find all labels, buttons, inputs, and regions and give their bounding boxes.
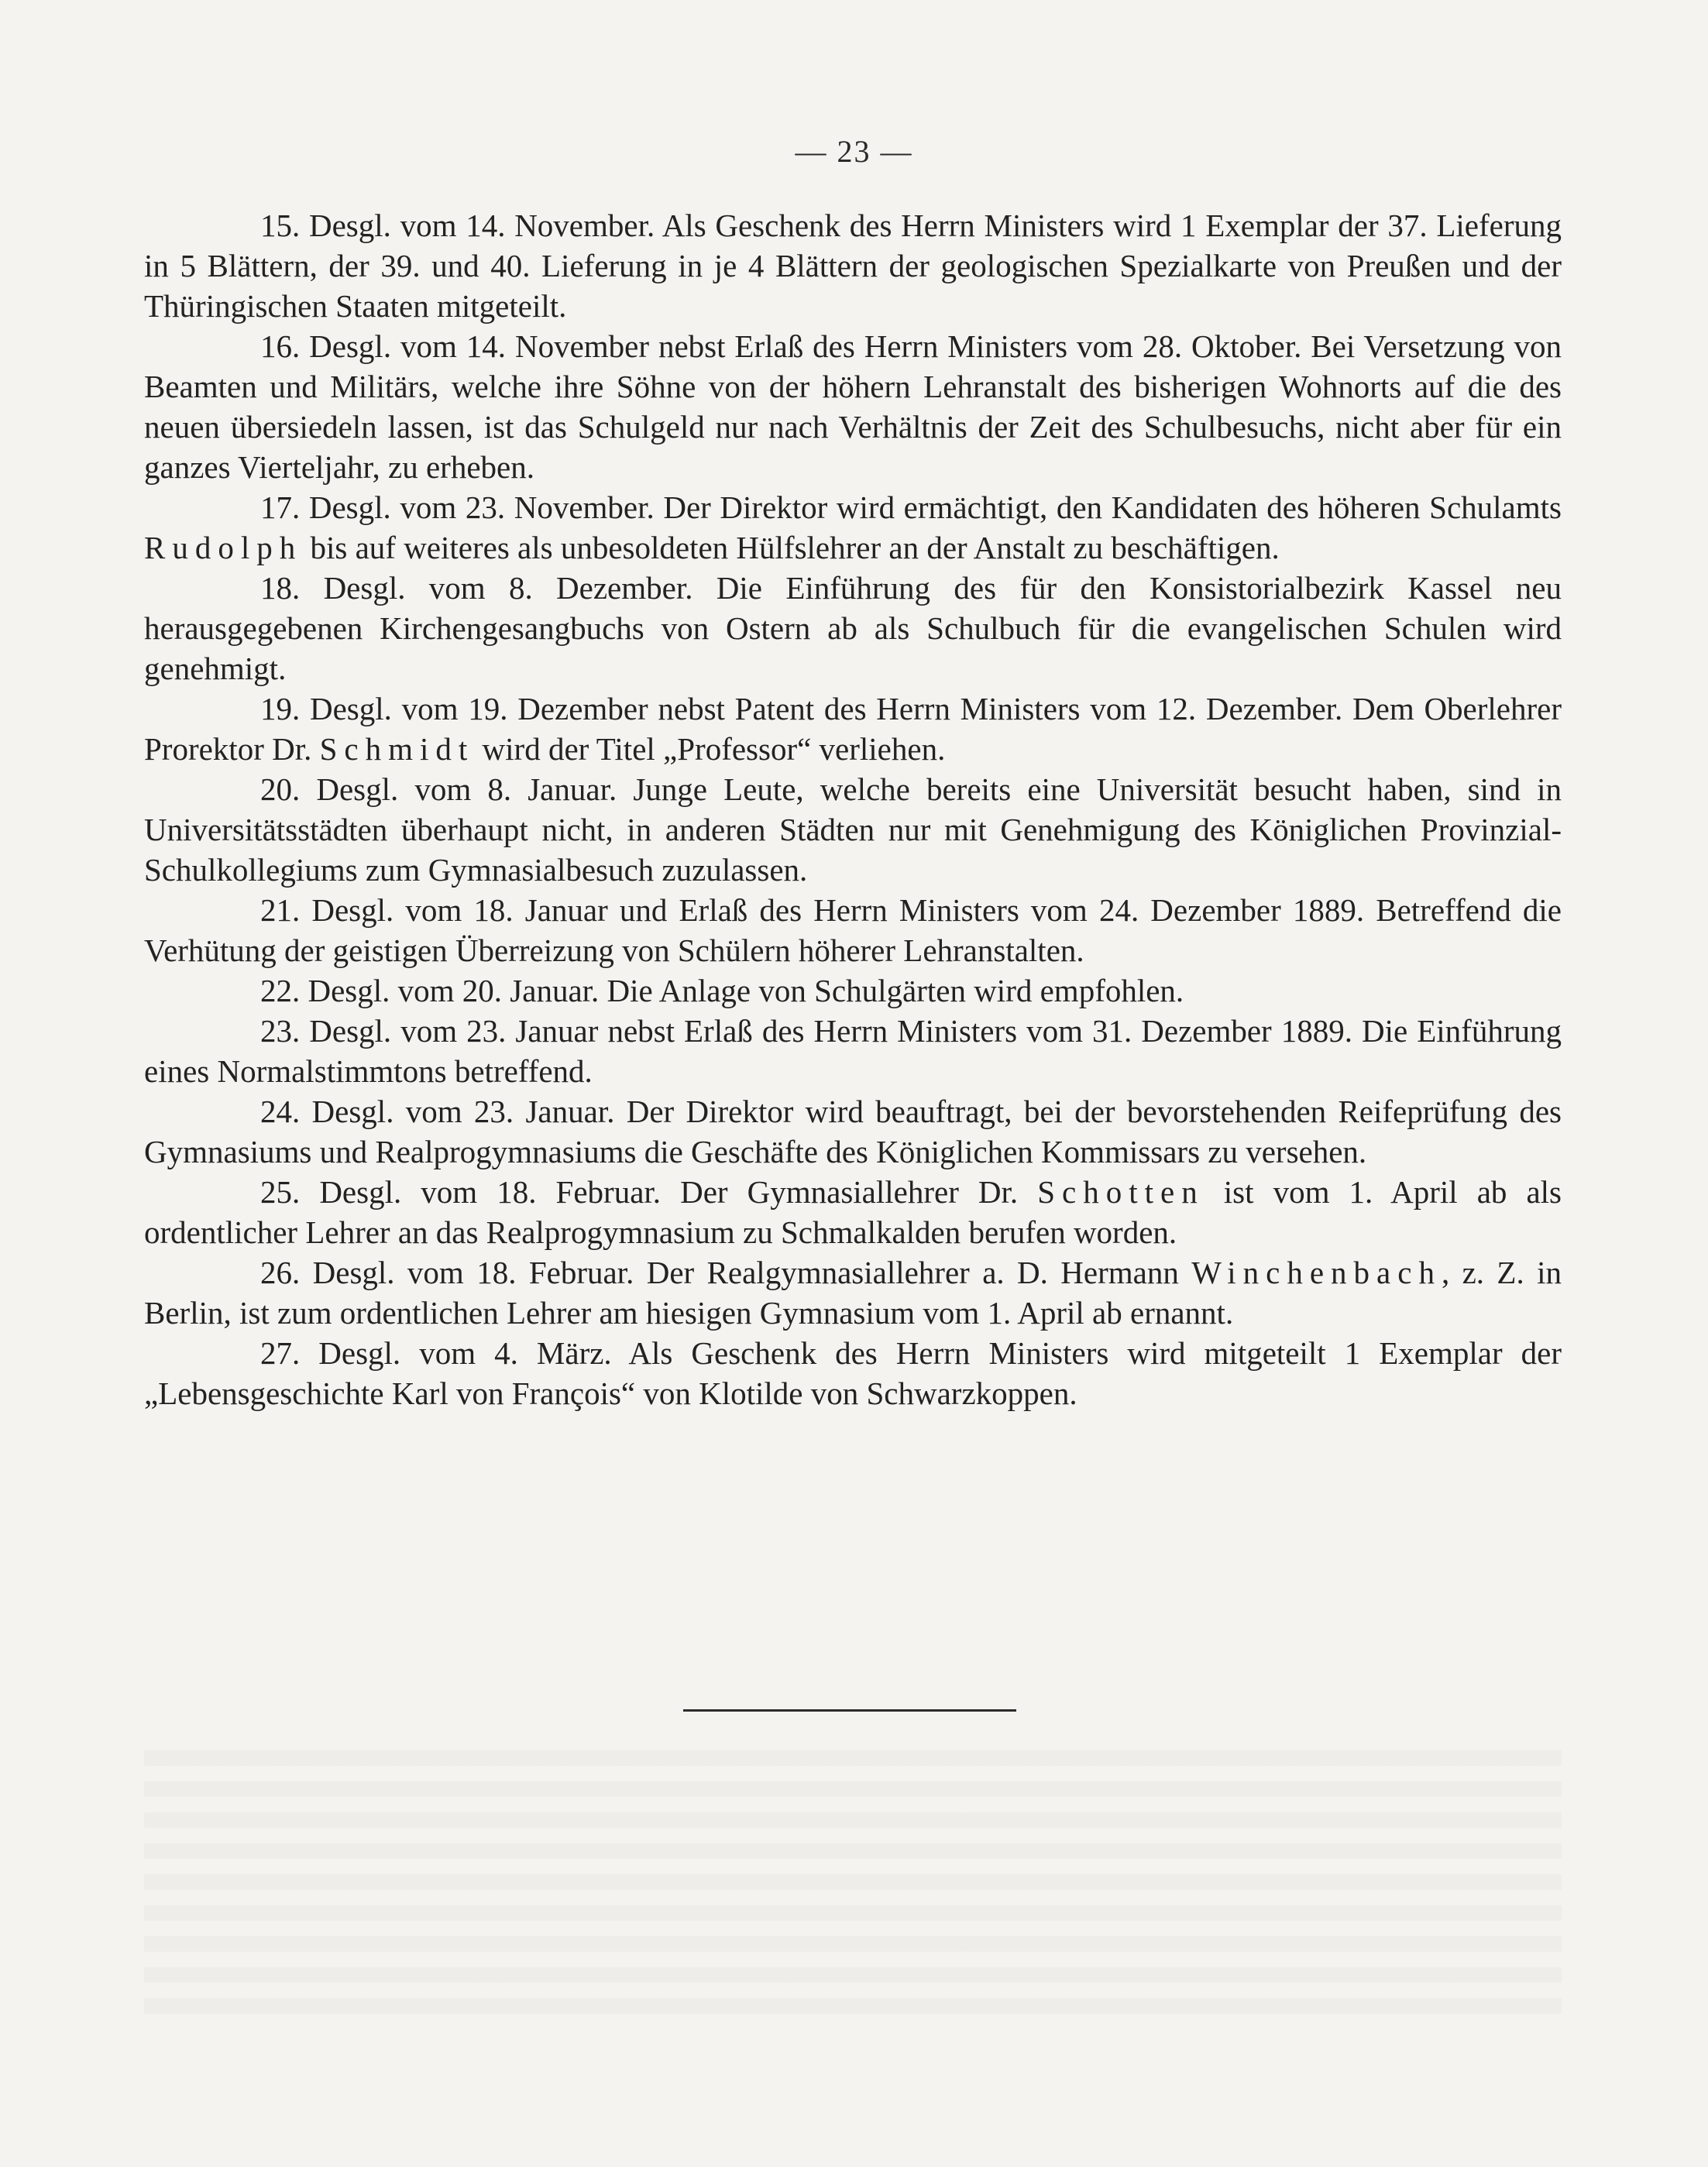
person-name: Schotten <box>1037 1174 1205 1210</box>
entry-text-before: 19. Desgl. vom 19. Dezember nebst Patent des Herrn Ministers vom 12. Dezember. Dem Oberlehrer Prorektor Dr. <box>144 691 1562 767</box>
entry-text: 18. Desgl. vom 8. Dezember. Die Einführung des für den Konsistorialbezirk Kassel neu herausgegebenen Kirchengesangbuchs von Ostern ab als Schulbuch für die evangelischen Schulen wird genehmigt. <box>144 570 1562 686</box>
entry-text-after: wird der Titel „Professor“ verliehen. <box>474 731 946 767</box>
entry-24 <box>144 1091 1562 1172</box>
entry-text: 27. Desgl. vom 4. März. Als Geschenk des Herrn Ministers wird mitgeteilt 1 Exemplar der „Lebensgeschichte Karl von François“ von Klotilde von Schwarzkoppen. <box>144 1335 1562 1411</box>
entry-text-after: ist vom 1. April ab als ordentlicher Lehrer an das Realprogymnasium zu Schmalkalden berufen worden. <box>144 1174 1562 1250</box>
entry-16 <box>144 326 1562 487</box>
entry-text-before: 25. Desgl. vom 18. Februar. Der Gymnasiallehrer Dr. <box>260 1174 1038 1210</box>
entry-17 <box>144 487 1562 568</box>
entry-text: 20. Desgl. vom 8. Januar. Junge Leute, welche bereits eine Universität besucht haben, sind in Universitätsstädten überhaupt nicht, in anderen Städten nur mit Genehmigung des Königlichen Provinzial-Schulkollegiums zum Gymnasialbesuch zuzulassen. <box>144 771 1562 888</box>
entry-text: 21. Desgl. vom 18. Januar und Erlaß des Herrn Ministers vom 24. Dezember 1889. Betreffend die Verhütung der geistigen Überreizung von Schülern höherer Lehranstalten. <box>144 892 1562 968</box>
decree-list <box>144 205 1562 1413</box>
entry-text: 22. Desgl. vom 20. Januar. Die Anlage von Schulgärten wird empfohlen. <box>260 973 1184 1008</box>
entry-27 <box>144 1333 1562 1413</box>
section-divider <box>683 1709 1016 1712</box>
entry-20 <box>144 769 1562 890</box>
person-name: Schmidt <box>319 731 475 767</box>
entry-21 <box>144 890 1562 970</box>
entry-19 <box>144 689 1562 769</box>
entry-text-before: 17. Desgl. vom 23. November. Der Direktor wird ermächtigt, den Kandidaten des höheren Schulamts <box>260 489 1562 525</box>
entry-23 <box>144 1011 1562 1091</box>
entry-text-before: 26. Desgl. vom 18. Februar. Der Realgymnasiallehrer a. D. Hermann <box>260 1255 1192 1290</box>
person-name: Winchenbach <box>1191 1255 1442 1290</box>
entry-18 <box>144 568 1562 689</box>
entry-25 <box>144 1172 1562 1252</box>
entry-text: 16. Desgl. vom 14. November nebst Erlaß des Herrn Ministers vom 28. Oktober. Bei Versetzung von Beamten und Militärs, welche ihre Söhne von der höhern Lehranstalt des bisherigen Wohnorts auf die des neuen übersiedeln lassen, ist das Schulgeld nur nach Verhältnis der Zeit des Schulbesuchs, nicht aber für ein ganzes Vierteljahr, zu erheben. <box>144 328 1562 485</box>
entry-26 <box>144 1252 1562 1333</box>
entry-text-after: bis auf weiteres als unbesoldeten Hülfslehrer an der Anstalt zu beschäftigen. <box>302 530 1280 565</box>
person-name: Rudolph <box>144 530 303 565</box>
entry-text-after: , z. Z. in Berlin, ist zum ordentlichen Lehrer am hiesigen Gymnasium vom 1. April ab ernannt. <box>144 1255 1562 1331</box>
entry-text: 24. Desgl. vom 23. Januar. Der Direktor wird beauftragt, bei der bevorstehenden Reifeprüfung des Gymnasiums und Realprogymnasiums die Geschäfte des Königlichen Kommissars zu versehen. <box>144 1094 1562 1169</box>
entry-22 <box>144 970 1562 1011</box>
bleed-through-shadow <box>144 1735 1562 2029</box>
entry-text: 15. Desgl. vom 14. November. Als Geschenk des Herrn Ministers wird 1 Exemplar der 37. Lieferung in 5 Blättern, der 39. und 40. Lieferung in je 4 Blättern der geologischen Spezialkarte von Preußen und der Thüringischen Staaten mitgeteilt. <box>144 208 1562 324</box>
entry-15 <box>144 205 1562 326</box>
entry-text: 23. Desgl. vom 23. Januar nebst Erlaß des Herrn Ministers vom 31. Dezember 1889. Die Einführung eines Normalstimmtons betreffend. <box>144 1013 1562 1089</box>
page-number: — 23 — <box>795 134 913 169</box>
